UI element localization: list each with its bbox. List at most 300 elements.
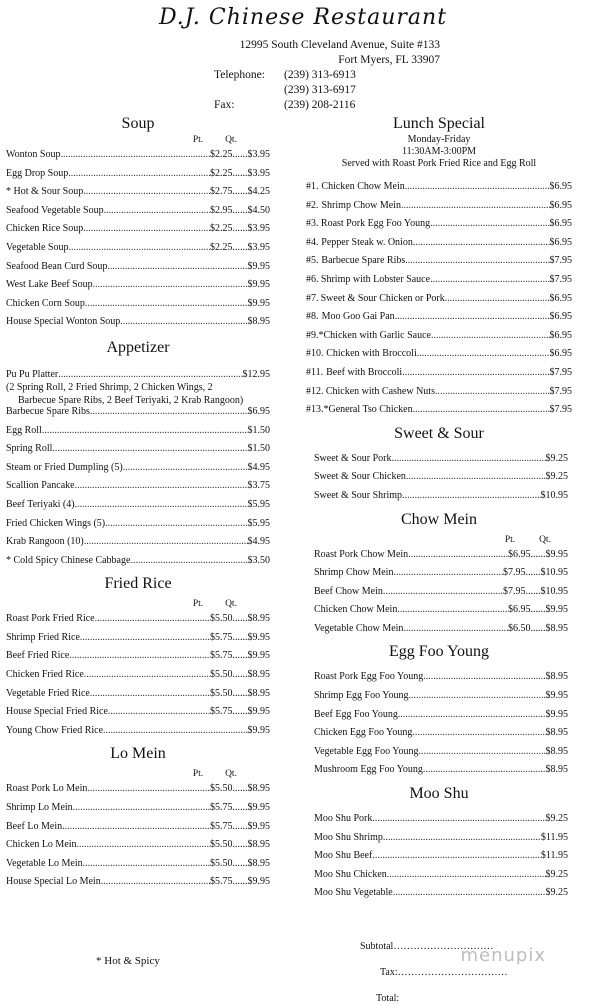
item-name: Beef Lo Mein — [6, 820, 63, 832]
fried-rice-list — [6, 610, 270, 740]
item-name: Fried Chicken Wings (5) — [6, 517, 106, 529]
menu-item — [314, 761, 568, 780]
leader-dots — [445, 290, 550, 309]
qt-label: Qt. — [225, 135, 237, 145]
menu-item — [314, 706, 568, 725]
hot-spicy-footnote: * Hot & Spicy — [96, 955, 160, 967]
item-number: #4. — [306, 236, 319, 248]
item-name: * Hot & Sour Soup — [6, 186, 84, 198]
item-price: $6.95 — [549, 236, 572, 248]
menu-item — [6, 855, 270, 874]
size-header: Pt. Qt. — [192, 769, 237, 780]
pupu-description-1: (2 Spring Roll, 2 Fried Shrimp, 2 Chicken Wings, 2 — [6, 381, 213, 393]
item-name: House Special Wonton Soup — [6, 316, 121, 328]
item-name: Chicken Chow Mein — [314, 604, 398, 616]
item-name: Spring Roll — [6, 443, 53, 455]
menu-item — [314, 687, 568, 706]
item-price: $6.95......$9.95 — [508, 548, 568, 560]
item-price: $7.95......$10.95 — [503, 567, 568, 579]
item-name: Chicken Lo Mein — [6, 839, 77, 851]
leader-dots — [423, 761, 546, 780]
tax-label: Tax: — [380, 967, 398, 978]
menu-item — [6, 818, 270, 837]
item-name: Chicken with Broccoli — [326, 348, 417, 360]
menupix-watermark: menupix — [460, 945, 546, 966]
menu-item — [6, 610, 270, 629]
address-block — [140, 38, 440, 68]
item-name: West Lake Beef Soup — [6, 279, 93, 291]
leader-dots — [405, 252, 549, 271]
menu-item — [314, 450, 568, 469]
item-name: Sweet & Sour Shrimp — [314, 489, 403, 501]
leader-dots — [403, 620, 508, 639]
menu-item — [6, 165, 270, 184]
item-name: Roast Pork Chow Mein — [314, 548, 409, 560]
item-price: $9.95 — [247, 260, 270, 272]
leader-dots — [408, 687, 545, 706]
leader-dots — [430, 271, 549, 290]
menu-item — [6, 685, 270, 704]
leader-dots — [408, 546, 508, 565]
item-price: $8.95 — [545, 727, 568, 739]
size-header: Pt. Qt. — [192, 599, 237, 610]
pt-label: Pt. — [192, 135, 204, 145]
menu-item — [6, 239, 270, 258]
item-name: Moo Shu Pork — [314, 813, 373, 825]
lo-mein-list — [6, 780, 270, 892]
leader-dots — [69, 647, 210, 666]
leader-dots — [413, 401, 550, 420]
item-price: $1.50 — [247, 443, 270, 455]
item-name: Roast Pork Egg Foo Young — [314, 671, 424, 683]
item-price: $6.95 — [549, 311, 572, 323]
item-name: Chicken with Garlic Sauce — [323, 329, 431, 341]
menu-item — [306, 401, 572, 420]
leader-dots — [83, 855, 210, 874]
leader-dots — [397, 601, 508, 620]
item-price: $3.75 — [247, 480, 270, 492]
item-price: $3.50 — [247, 554, 270, 566]
leader-dots — [405, 178, 550, 197]
telephone-2: (239) 313-6917 — [284, 84, 356, 96]
item-price: $9.95 — [247, 279, 270, 291]
item-name: Shrimp with Lobster Sauce — [320, 273, 431, 285]
right-column — [306, 114, 572, 903]
menu-item — [6, 276, 270, 295]
menu-item — [314, 884, 568, 903]
item-number: #8. — [306, 311, 319, 323]
item-price: $5.50......$8.95 — [210, 857, 270, 869]
lunch-hours: 11:30AM-3:00PM — [401, 146, 477, 157]
item-price: $9.25 — [545, 868, 568, 880]
item-name: Shrimp Egg Foo Young — [314, 690, 409, 702]
menu-item — [6, 647, 270, 666]
leader-dots — [430, 215, 549, 234]
item-number: #13. — [306, 404, 324, 416]
item-name: Vegetable Soup — [6, 241, 69, 253]
item-price: $9.95 — [247, 724, 270, 736]
leader-dots — [423, 668, 545, 687]
item-price: $7.95 — [549, 404, 572, 416]
item-price: $5.95 — [247, 517, 270, 529]
leader-dots — [417, 345, 550, 364]
item-name: Beef Chow Mein — [314, 585, 383, 597]
section-title-lo-mein: Lo Mein — [110, 745, 166, 763]
leader-dots — [406, 468, 546, 487]
size-header: Pt. Qt. — [504, 534, 551, 545]
leader-dots — [107, 258, 247, 277]
item-name: Krab Rangoon (10) — [6, 536, 84, 548]
item-name: House Special Lo Mein — [6, 876, 101, 888]
appetizer-list — [6, 403, 270, 570]
item-price: $2.25......$3.95 — [210, 223, 270, 235]
menu-item — [6, 533, 270, 552]
size-header — [6, 134, 270, 146]
menu-item — [6, 836, 270, 855]
item-price: $7.95 — [549, 255, 572, 267]
item-price: $9.95 — [545, 690, 568, 702]
leader-dots — [398, 706, 546, 725]
spicy-marker: * — [318, 329, 324, 341]
lunch-served-note: Served with Roast Pork Fried Rice and Egg Roll — [341, 158, 537, 169]
item-name: Seafood Bean Curd Soup — [6, 260, 108, 272]
item-name: Vegetable Lo Mein — [6, 857, 83, 869]
leader-dots — [84, 533, 248, 552]
section-title-moo-shu: Moo Shu — [409, 785, 469, 803]
menu-item — [306, 215, 572, 234]
item-number: #3. — [306, 218, 319, 230]
menu-item — [6, 780, 270, 799]
item-price: $11.95 — [540, 831, 568, 843]
leader-dots — [431, 327, 550, 346]
item-name: Shrimp Lo Mein — [6, 802, 73, 814]
item-price: $5.75......$9.95 — [210, 802, 270, 814]
leader-dots — [90, 685, 210, 704]
item-price: $10.95 — [540, 489, 568, 501]
item-price: $5.75......$9.95 — [210, 706, 270, 718]
menu-item — [314, 829, 568, 848]
address-line-1: 12995 South Cleveland Avenue, Suite #133 — [239, 39, 440, 51]
item-price: $6.95......$9.95 — [508, 604, 568, 616]
leader-dots — [85, 295, 248, 314]
item-price: $6.50......$8.95 — [508, 622, 568, 634]
menu-item — [6, 703, 270, 722]
menu-item — [314, 468, 568, 487]
item-name: Barbecue Spare Ribs — [321, 255, 406, 267]
menu-item — [306, 364, 572, 383]
menu-item — [314, 620, 568, 639]
menu-item — [314, 810, 568, 829]
item-price: $7.95 — [549, 273, 572, 285]
item-name: Vegetable Egg Foo Young — [314, 745, 419, 757]
menu-item — [6, 873, 270, 892]
menu-item — [306, 308, 572, 327]
section-title-soup: Soup — [121, 115, 155, 132]
lunch-days: Monday-Friday — [407, 134, 471, 145]
menu-item — [314, 668, 568, 687]
menu-item — [6, 515, 270, 534]
item-number: #6. — [306, 273, 319, 285]
left-column — [6, 114, 270, 892]
item-price: $9.25 — [545, 471, 568, 483]
leader-dots — [413, 234, 550, 253]
leader-dots — [402, 364, 549, 383]
item-name: Shrimp Fried Rice — [6, 631, 80, 643]
item-price: $8.95 — [247, 316, 270, 328]
item-price: $4.95 — [247, 461, 270, 473]
leader-dots — [435, 383, 550, 402]
item-price: $6.95 — [549, 292, 572, 304]
item-price: $9.25 — [545, 452, 568, 464]
item-price: $2.25......$3.95 — [210, 241, 270, 253]
menu-item — [6, 496, 270, 515]
leader-dots — [105, 515, 247, 534]
leader-dots — [42, 422, 248, 441]
menu-item — [314, 487, 568, 506]
menu-item — [6, 313, 270, 332]
item-name: Beef with Broccoli — [326, 366, 403, 378]
leader-dots — [101, 873, 210, 892]
leader-dots — [108, 703, 210, 722]
leader-dots — [90, 403, 248, 422]
item-name: Egg Roll — [6, 424, 42, 436]
menu-header — [0, 4, 606, 32]
menu-item — [306, 345, 572, 364]
leader-dots — [68, 165, 210, 184]
menu-item — [314, 724, 568, 743]
menu-item — [314, 866, 568, 885]
item-name: Vegetable Fried Rice — [6, 687, 90, 699]
menu-item: Pu Pu Platter ..... $12.95 — [6, 368, 270, 381]
item-name: Moo Goo Gai Pan — [321, 311, 395, 323]
leader-dots — [75, 496, 248, 515]
lunch-special-list — [306, 178, 572, 420]
sweet-sour-list — [306, 450, 572, 506]
menu-item — [6, 258, 270, 277]
item-price: $5.75......$9.95 — [210, 650, 270, 662]
item-name: * Cold Spicy Chinese Cabbage — [6, 554, 131, 566]
item-price: $5.50......$8.95 — [210, 613, 270, 625]
item-price: $2.25......$3.95 — [210, 149, 270, 160]
menu-item — [6, 295, 270, 314]
total-label: Total: — [376, 993, 400, 1004]
item-price: $2.95......$4.50 — [210, 204, 270, 216]
fax-number: (239) 208-2116 — [284, 99, 356, 111]
item-name: Sweet & Sour Chicken or Pork — [320, 292, 445, 304]
item-name: Beef Egg Foo Young — [314, 708, 398, 720]
order-totals: Subtotal ………………………… Tax: …………………………… Total: — [360, 941, 508, 1004]
item-price: $6.95 — [247, 405, 270, 417]
menu-item — [6, 440, 270, 459]
item-name: Pepper Steak w. Onion — [321, 236, 413, 248]
item-price: $5.75......$9.95 — [210, 631, 270, 643]
leader-dots — [83, 183, 210, 202]
item-price: $6.95 — [549, 329, 572, 341]
item-price: $8.95 — [545, 671, 568, 683]
soup-list — [6, 146, 270, 332]
item-name: Wonton Soup — [6, 149, 61, 160]
leader-dots — [104, 202, 210, 221]
item-number: #9. — [306, 329, 319, 341]
menu-item — [314, 601, 568, 620]
item-price: $4.95 — [247, 536, 270, 548]
leader-dots — [372, 810, 545, 829]
leader-dots — [395, 308, 550, 327]
menu-item — [6, 403, 270, 422]
telephone-label: Telephone: — [214, 69, 265, 81]
item-name: General Tso Chicken — [328, 404, 413, 416]
item-price: $9.25 — [545, 813, 568, 825]
item-price: $5.75......$9.95 — [210, 820, 270, 832]
section-title-chow-mein: Chow Mein — [401, 510, 477, 528]
item-name: Chicken Corn Soup — [6, 297, 85, 309]
item-price: $6.95 — [549, 181, 572, 192]
item-price: $2.25......$3.95 — [210, 167, 270, 179]
item-price: $9.95 — [545, 708, 568, 720]
leader-dots — [69, 239, 211, 258]
leader-dots — [93, 276, 248, 295]
item-price: $6.95 — [549, 348, 572, 360]
item-price: $5.50......$8.95 — [210, 783, 270, 795]
leader-dots — [412, 724, 545, 743]
item-name: Chicken Fried Rice — [6, 669, 84, 681]
menu-item — [314, 546, 568, 565]
fax-label: Fax: — [214, 99, 235, 111]
section-title-appetizer: Appetizer — [106, 338, 170, 356]
item-number: #1. — [306, 181, 319, 192]
leader-dots — [123, 459, 248, 478]
item-name: Sweet & Sour Pork — [314, 452, 392, 464]
leader-dots — [83, 220, 210, 239]
item-number: #12. — [306, 385, 324, 397]
leader-dots — [393, 884, 546, 903]
item-price: $1.50 — [247, 424, 270, 436]
item-price: $8.95 — [545, 764, 568, 776]
leader-dots — [80, 629, 210, 648]
leader-dots — [383, 829, 541, 848]
spicy-marker: * — [323, 404, 329, 416]
item-name: Seafood Vegetable Soup — [6, 204, 104, 216]
item-price: $5.75......$9.95 — [210, 876, 270, 888]
menu-item — [306, 271, 572, 290]
address-line-2: Fort Myers, FL 33907 — [338, 54, 440, 66]
menu-item — [6, 183, 270, 202]
item-price: $9.95 — [247, 297, 270, 309]
menu-item — [314, 743, 568, 762]
leader-dots — [73, 799, 210, 818]
leader-dots — [75, 477, 248, 496]
egg-foo-young-list — [306, 668, 572, 780]
leader-dots — [95, 610, 210, 629]
menu-item — [6, 146, 270, 165]
pupu-description-2: Barbecue Spare Ribs, 2 Beef Teriyaki, 2 Krab Rangoon) — [18, 394, 244, 406]
item-name: Beef Fried Rice — [6, 650, 70, 662]
item-price: $5.50......$8.95 — [210, 687, 270, 699]
item-name: Steam or Fried Dumpling (5) — [6, 461, 123, 473]
item-name: Vegetable Chow Mein — [314, 622, 404, 634]
menu-item — [6, 552, 270, 571]
item-price: $7.95......$10.95 — [503, 585, 568, 597]
item-price: $2.75......$4.25 — [210, 186, 270, 198]
item-name: Shrimp Chow Mein — [321, 199, 401, 211]
item-name: Chicken Chow Mein — [321, 181, 405, 192]
moo-shu-list — [306, 810, 572, 903]
item-name: Roast Pork Fried Rice — [6, 613, 95, 625]
subtotal-label: Subtotal — [360, 941, 394, 952]
item-number: #11. — [306, 366, 324, 378]
item-price: $5.50......$8.95 — [210, 839, 270, 851]
menu-item — [306, 252, 572, 271]
item-number: #2. — [306, 199, 319, 211]
leader-dots — [372, 847, 541, 866]
item-name: Chicken with Cashew Nuts — [325, 385, 435, 397]
contact-block — [214, 68, 356, 113]
restaurant-title: D.J. Chinese Restaurant — [158, 5, 448, 30]
section-title-lunch-special: Lunch Special — [393, 115, 485, 132]
leader-dots — [383, 583, 503, 602]
menu-item — [6, 459, 270, 478]
leader-dots — [52, 440, 247, 459]
leader-dots — [103, 722, 247, 741]
menu-item — [6, 202, 270, 221]
item-price: $6.95 — [549, 218, 572, 230]
item-name: Scallion Pancake — [6, 480, 75, 492]
item-name: Moo Shu Shrimp — [314, 831, 383, 843]
menu-item — [314, 564, 568, 583]
leader-dots — [392, 450, 546, 469]
item-name: Beef Teriyaki (4) — [6, 498, 75, 510]
chow-mein-list — [306, 546, 572, 639]
item-name: Chicken Egg Foo Young — [314, 727, 413, 739]
item-name: House Special Fried Rice — [6, 706, 108, 718]
menu-item — [6, 477, 270, 496]
item-name: Chicken Rice Soup — [6, 223, 84, 235]
leader-dots — [62, 818, 210, 837]
menu-item — [314, 847, 568, 866]
item-name: Moo Shu Beef — [314, 850, 373, 862]
section-title-egg-foo-young: Egg Foo Young — [388, 643, 490, 661]
leader-dots — [401, 197, 550, 216]
menu-item — [6, 722, 270, 741]
menu-item — [306, 290, 572, 309]
section-title-sweet-sour: Sweet & Sour — [394, 424, 484, 442]
item-number: #5. — [306, 255, 319, 267]
leader-dots — [84, 666, 210, 685]
item-name: Roast Pork Lo Mein — [6, 783, 88, 795]
item-name: Moo Shu Vegetable — [314, 887, 393, 899]
item-name: Shrimp Chow Mein — [314, 567, 394, 579]
item-name: Moo Shu Chicken — [314, 868, 387, 880]
item-price: $8.95 — [545, 745, 568, 757]
menu-item — [6, 666, 270, 685]
item-price: $5.95 — [247, 498, 270, 510]
menu-item — [6, 220, 270, 239]
leader-dots — [393, 564, 503, 583]
item-name: Mushroom Egg Foo Young — [314, 764, 423, 776]
menu-item — [6, 629, 270, 648]
leader-dots — [387, 866, 546, 885]
item-price: $5.50......$8.95 — [210, 669, 270, 681]
item-name: Roast Pork Egg Foo Young — [320, 218, 431, 230]
leader-dots — [402, 487, 540, 506]
item-name: Young Chow Fried Rice — [6, 724, 104, 736]
menu-item — [306, 197, 572, 216]
menu-item — [6, 799, 270, 818]
menu-item — [306, 327, 572, 346]
section-title-fried-rice: Fried Rice — [104, 575, 172, 593]
item-number: #10. — [306, 348, 324, 360]
menu-item — [306, 178, 572, 197]
